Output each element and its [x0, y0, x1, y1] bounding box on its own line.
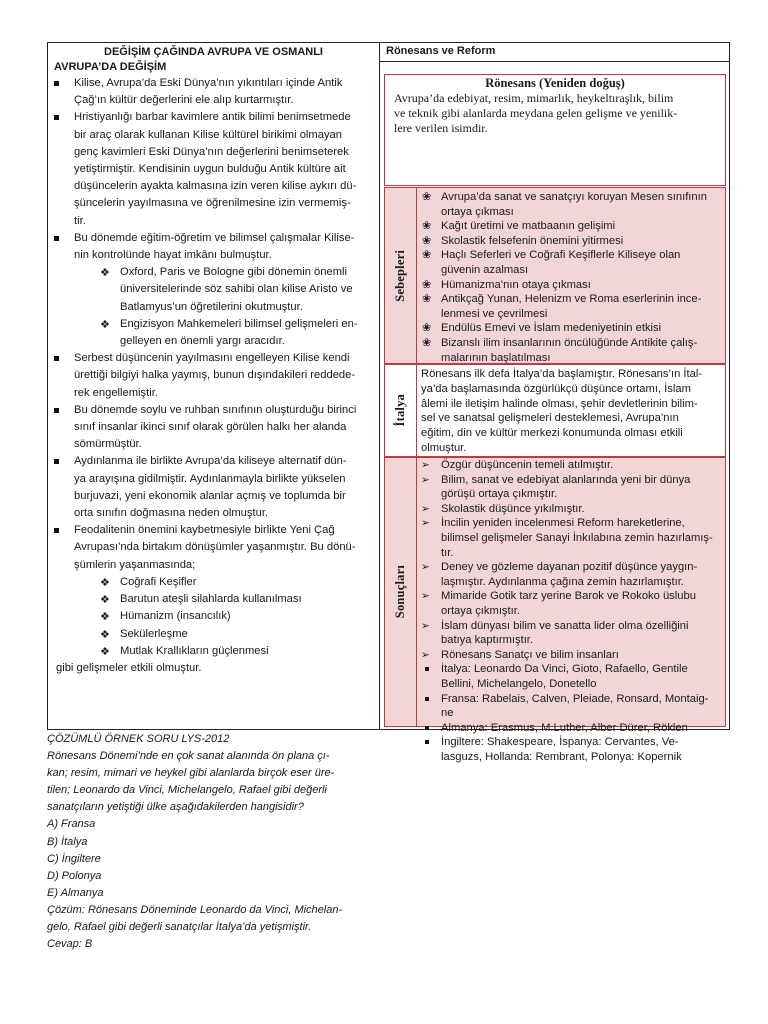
text-line: sınıf insanlar ikinci sınıf olarak görülen halkı her alanda: [74, 421, 347, 434]
text-line: ne: [441, 707, 454, 720]
text-line: genç kavimleri Eski Dünya’nın değerlerini benimseterek: [74, 145, 349, 158]
sebep-item: [421, 278, 721, 293]
example-question: [47, 731, 367, 953]
text-line: bir araç olarak kullanan Kilise kültürel birikimi olmayan: [74, 128, 342, 141]
text-line: Serbest düşüncenin yayılmasını engelleyen Kilise kendi: [74, 352, 350, 365]
sub-bullet-item: ❖ Barutun ateşli silahlarda kullanılması: [100, 591, 373, 608]
sonuc-item: [421, 619, 721, 648]
bullet-item: [54, 453, 373, 522]
text-line: düşüncelerin ayakta kalmasına izin veren kilise aykırı dü-: [74, 180, 357, 193]
sonuc-item: [421, 502, 721, 517]
text-line: İtalya: Leonardo Da Vinci, Gioto, Rafaello, Gentile: [441, 663, 688, 676]
text-line: B) İtalya: [47, 835, 88, 848]
sebep-item: [421, 190, 721, 219]
text-line: ➢ Özgür düşüncenin temeli atılmıştır.: [441, 459, 614, 471]
text-line: ve teknik gibi alanlarda meydana gelen gelişme ve yenilik-: [394, 106, 678, 120]
sonuc-item: [421, 458, 721, 473]
column-header: Rönesans ve Reform: [380, 43, 729, 62]
text-line: tilen; Leonardo da Vinci, Michelangelo, Rafael gibi değerli: [47, 784, 327, 797]
text-line: Rönesans ilk defa İtalya’da başlamıştır. Rönesans’ın İtal-: [421, 368, 703, 380]
italya-label: İtalya: [393, 394, 407, 427]
text-line: yetiştirmiştir. Kendisinin uygun bulduğu Antik kültüre ait: [74, 163, 346, 176]
text-line: sömürmüştür.: [74, 438, 142, 451]
sonuclar-list: [421, 458, 721, 764]
text-line: Hristiyanlığı barbar kavimlere antik bilimi benimsetmede: [74, 111, 351, 124]
sub-bullet-item: [100, 316, 373, 350]
sebepler-section: [384, 187, 726, 364]
sebep-item: [421, 292, 721, 321]
text-line: ❀ Antikçağ Yunan, Helenizm ve Roma eserlerinin ince-: [441, 293, 702, 306]
text-line: Aydınlanma ile birlikte Avrupa’da kiliseye alternatif dün-: [74, 455, 347, 468]
sub-bullet-list: [54, 264, 373, 350]
text-line: ❀ Bizanslı ilim insanlarının öncülüğünde Antikite çalış-: [441, 336, 698, 349]
text-line: Feodalitenin önemini kaybetmesiyle birlikte Yeni Çağ: [74, 524, 335, 537]
text-line: ➢ İslam dünyası bilim ve sanatta lider olma özelliğini: [441, 619, 689, 632]
text-line: ❀ Avrupa’da sanat ve sanatçıyı koruyan Mesen sınıfının: [441, 191, 707, 203]
text-line: ➢ Skolastik düşünce yıkılmıştır.: [441, 502, 585, 515]
bullet-item: [54, 75, 373, 109]
text-line: Kilise, Avrupa’da Eski Dünya’nın yıkıntıları içinde Antik: [74, 77, 343, 89]
text-line: güvenin azalması: [441, 263, 529, 276]
text-line: lasguzs, Hollanda: Rembrant, Polonya: Kopernik: [441, 750, 682, 763]
text-line: Bu dönemde eğitim-öğretim ve bilimsel çalışmalar Kilise-: [74, 231, 355, 244]
text-line: Fransa: Rabelais, Calven, Pleiade, Ronsard, Montaig-: [441, 692, 709, 705]
text-line: İngiltere: Shakespeare, İspanya: Cervantes, Ve-: [441, 736, 679, 749]
sub-bullet-item: ❖ Hümanizm (insancılık): [100, 608, 373, 625]
sub-bullet-item: ❖ Coğrafi Keşifler: [100, 574, 373, 591]
text-line: ❀ Skolastik felsefenin önemini yitirmesi: [441, 234, 624, 247]
sub-bullet-item: [100, 264, 373, 316]
artist-item: [421, 735, 721, 764]
text-line: Avrupası’nda birtakım dönüşümler yaşanmıştır. Bu dönü-: [74, 541, 356, 554]
bullet-item: [54, 109, 373, 229]
text-line: Rönesans Dönemi’nde en çok sanat alanında ön plana çı-: [47, 750, 330, 763]
right-column: [380, 43, 729, 763]
sebep-item: [421, 219, 721, 234]
sebepler-list: [421, 190, 721, 365]
sonuclar-label: Sonuçları: [393, 565, 407, 619]
artist-item: [421, 721, 721, 736]
text-line: ❀ Hümanizma’nın otaya çıkması: [441, 278, 591, 291]
sonuc-item: [421, 473, 721, 502]
sonuc-item: [421, 648, 721, 663]
artist-item: [421, 662, 721, 691]
text-line: tir.: [74, 214, 86, 227]
text-line: ❖ Oxford, Paris ve Bologne gibi dönemin önemli: [120, 266, 347, 279]
left-column: [48, 43, 380, 729]
text-line: Bellini, Michelangelo, Donetello: [441, 677, 597, 690]
bullet-list: [54, 75, 373, 264]
text-line: E) Almanya: [47, 886, 104, 899]
text-line: gelleyen en önemli yargı aracıdır.: [120, 335, 285, 348]
text-line: ❀ Endülüs Emevi ve İslam medeniyetinin etkisi: [441, 322, 662, 335]
definition-box: [384, 74, 726, 186]
sebep-item: [421, 234, 721, 249]
text-line: bilimsel gelişmeler Sanayi İnkılabına zemin hazırlamış-: [441, 531, 713, 544]
text-line: Avrupa’da edebiyat, resim, mimarlık, heykeltıraşlık, bilim: [394, 91, 674, 105]
definition-title: Rönesans (Yeniden doğuş): [485, 76, 625, 90]
bullet-item: [54, 402, 373, 454]
text-line: laşmıştır. Aydınlanma çağına zemin hazırlamıştır.: [441, 575, 684, 588]
bullet-list: [54, 350, 373, 574]
section-subtitle: AVRUPA’DA DEĞİŞİM: [54, 61, 167, 73]
sebep-item: [421, 321, 721, 336]
sebep-item: [421, 248, 721, 277]
sebep-item: [421, 336, 721, 365]
sub-bullet-list: [54, 574, 373, 660]
text-line: şümlerin yaşanmasında;: [74, 558, 196, 571]
text-line: üniversitelerinde söz sahibi olan kilise Aristo ve: [120, 283, 353, 296]
section-title: DEĞİŞİM ÇAĞINDA AVRUPA VE OSMANLI: [104, 46, 323, 58]
text-line: ➢ Mimaride Gotik tarz yerine Barok ve Rokoko üslubu: [441, 590, 696, 603]
text-line: malarının başlatılması: [441, 351, 551, 364]
sub-bullet-item: ❖ Mutlak Krallıkların güçlenmesi: [100, 643, 373, 660]
text-line: C) İngiltere: [47, 852, 101, 865]
text-line: Bu dönemde soylu ve ruhban sınıfının oluşturduğu birinci: [74, 403, 357, 416]
text-line: âlemi ile iletişim halinde olması, şehir devletlerinin bilim-: [421, 397, 698, 410]
text-line: ortaya çıkmıştır.: [441, 604, 520, 617]
text-line: Cevap: B: [47, 938, 93, 951]
text-line: Çağ’ın kültür değerlerini ele alıp kurtarmıştır.: [74, 94, 294, 107]
sonuc-item: [421, 560, 721, 589]
closing-text: gibi gelişmeler etkili olmuştur.: [56, 661, 202, 674]
definition-text: [394, 91, 716, 136]
text-line: sel ve sanatsal gelişmeleri desteklemesi, Avrupa’nın: [421, 412, 679, 425]
sonuclar-section: [384, 457, 726, 763]
text-line: ➢ Bilim, sanat ve edebiyat alanlarında yeni bir dünya: [441, 473, 691, 486]
text-line: ❀ Haçlı Seferleri ve Coğrafi Keşiflerle Kiliseye olan: [441, 249, 681, 262]
text-line: eğitim, din ve kültür merkezi konumunda olması etkili: [421, 427, 683, 440]
text-line: Çözüm: Rönesans Döneminde Leonardo da Vinci, Michelan-: [47, 903, 343, 916]
text-line: ÇÖZÜMLÜ ÖRNEK SORU LYS-2012: [47, 733, 230, 745]
artist-item: [421, 692, 721, 721]
text-line: ➢ Deney ve gözleme dayanan pozitif düşünce yaygın-: [441, 561, 698, 574]
text-line: Batlamyus’un öğretilerini okutmuştur.: [120, 300, 303, 313]
text-line: sanatçıların yetiştiği ülke aşağıdakilerden hangisidir?: [47, 801, 304, 814]
text-line: lere verilen isimdir.: [394, 121, 488, 135]
text-line: olmuştur.: [421, 441, 467, 454]
sonuc-item: [421, 589, 721, 618]
text-line: şüncelerin yayılmasına ve öğrenilmesine izin vermemiş-: [74, 197, 351, 210]
sub-bullet-item: ❖ Sekülerleşme: [100, 626, 373, 643]
text-line: lenmesi ve çevrilmesi: [441, 307, 548, 320]
text-line: tır.: [441, 546, 454, 559]
text-line: A) Fransa: [47, 818, 96, 831]
text-line: ya’da başlamasında özgürlükçü düşünce ortamı, İslam: [421, 382, 691, 395]
text-line: D) Polonya: [47, 869, 102, 882]
text-line: nin kontrolünde hayat imkânı bulmuştur.: [74, 249, 272, 262]
text-line: batıya kaptırmıştır.: [441, 634, 534, 647]
text-line: ➢ İncilin yeniden incelenmesi Reform hareketlerine,: [441, 517, 685, 530]
text-line: gelo, Rafael gibi değerli sanatçılar İtalya’da yetişmiştir.: [47, 921, 312, 934]
italya-section: [384, 364, 726, 457]
text-line: ya arayışına gidilmiştir. Aydınlanmayla birlikte yükselen: [74, 472, 346, 485]
text-line: ➢ Rönesans Sanatçı ve bilim insanları: [441, 648, 619, 661]
bullet-item: [54, 350, 373, 402]
text-line: ❀ Kağıt üretimi ve matbaanın gelişimi: [441, 220, 616, 233]
text-line: rek engellemiştir.: [74, 386, 158, 399]
bullet-item: [54, 522, 373, 574]
text-line: burjuvazi, yeni ekonomik alanlar açmış ve toplumda bir: [74, 489, 346, 502]
text-line: ortaya çıkması: [441, 205, 514, 218]
italya-text: [417, 365, 725, 456]
text-line: ürettiği bilgiyi halka yaymış, bunun dışındakileri reddede-: [74, 369, 356, 382]
text-line: kan; resim, mimari ve heykel gibi alanlarda birçok eser üre-: [47, 767, 335, 780]
sebepler-label: Sebepleri: [393, 249, 407, 302]
text-line: ❖ Engizisyon Mahkemeleri bilimsel gelişmeleri en-: [120, 317, 358, 330]
text-line: Almanya: Erasmus, M.Luther, Alber Dürer, Röklen: [441, 721, 688, 734]
bullet-item: [54, 230, 373, 264]
sonuc-item: [421, 516, 721, 560]
text-line: orta sınıfın doğmasına neden olmuştur.: [74, 507, 269, 520]
text-line: görüşü ortaya çıkmıştır.: [441, 488, 558, 501]
